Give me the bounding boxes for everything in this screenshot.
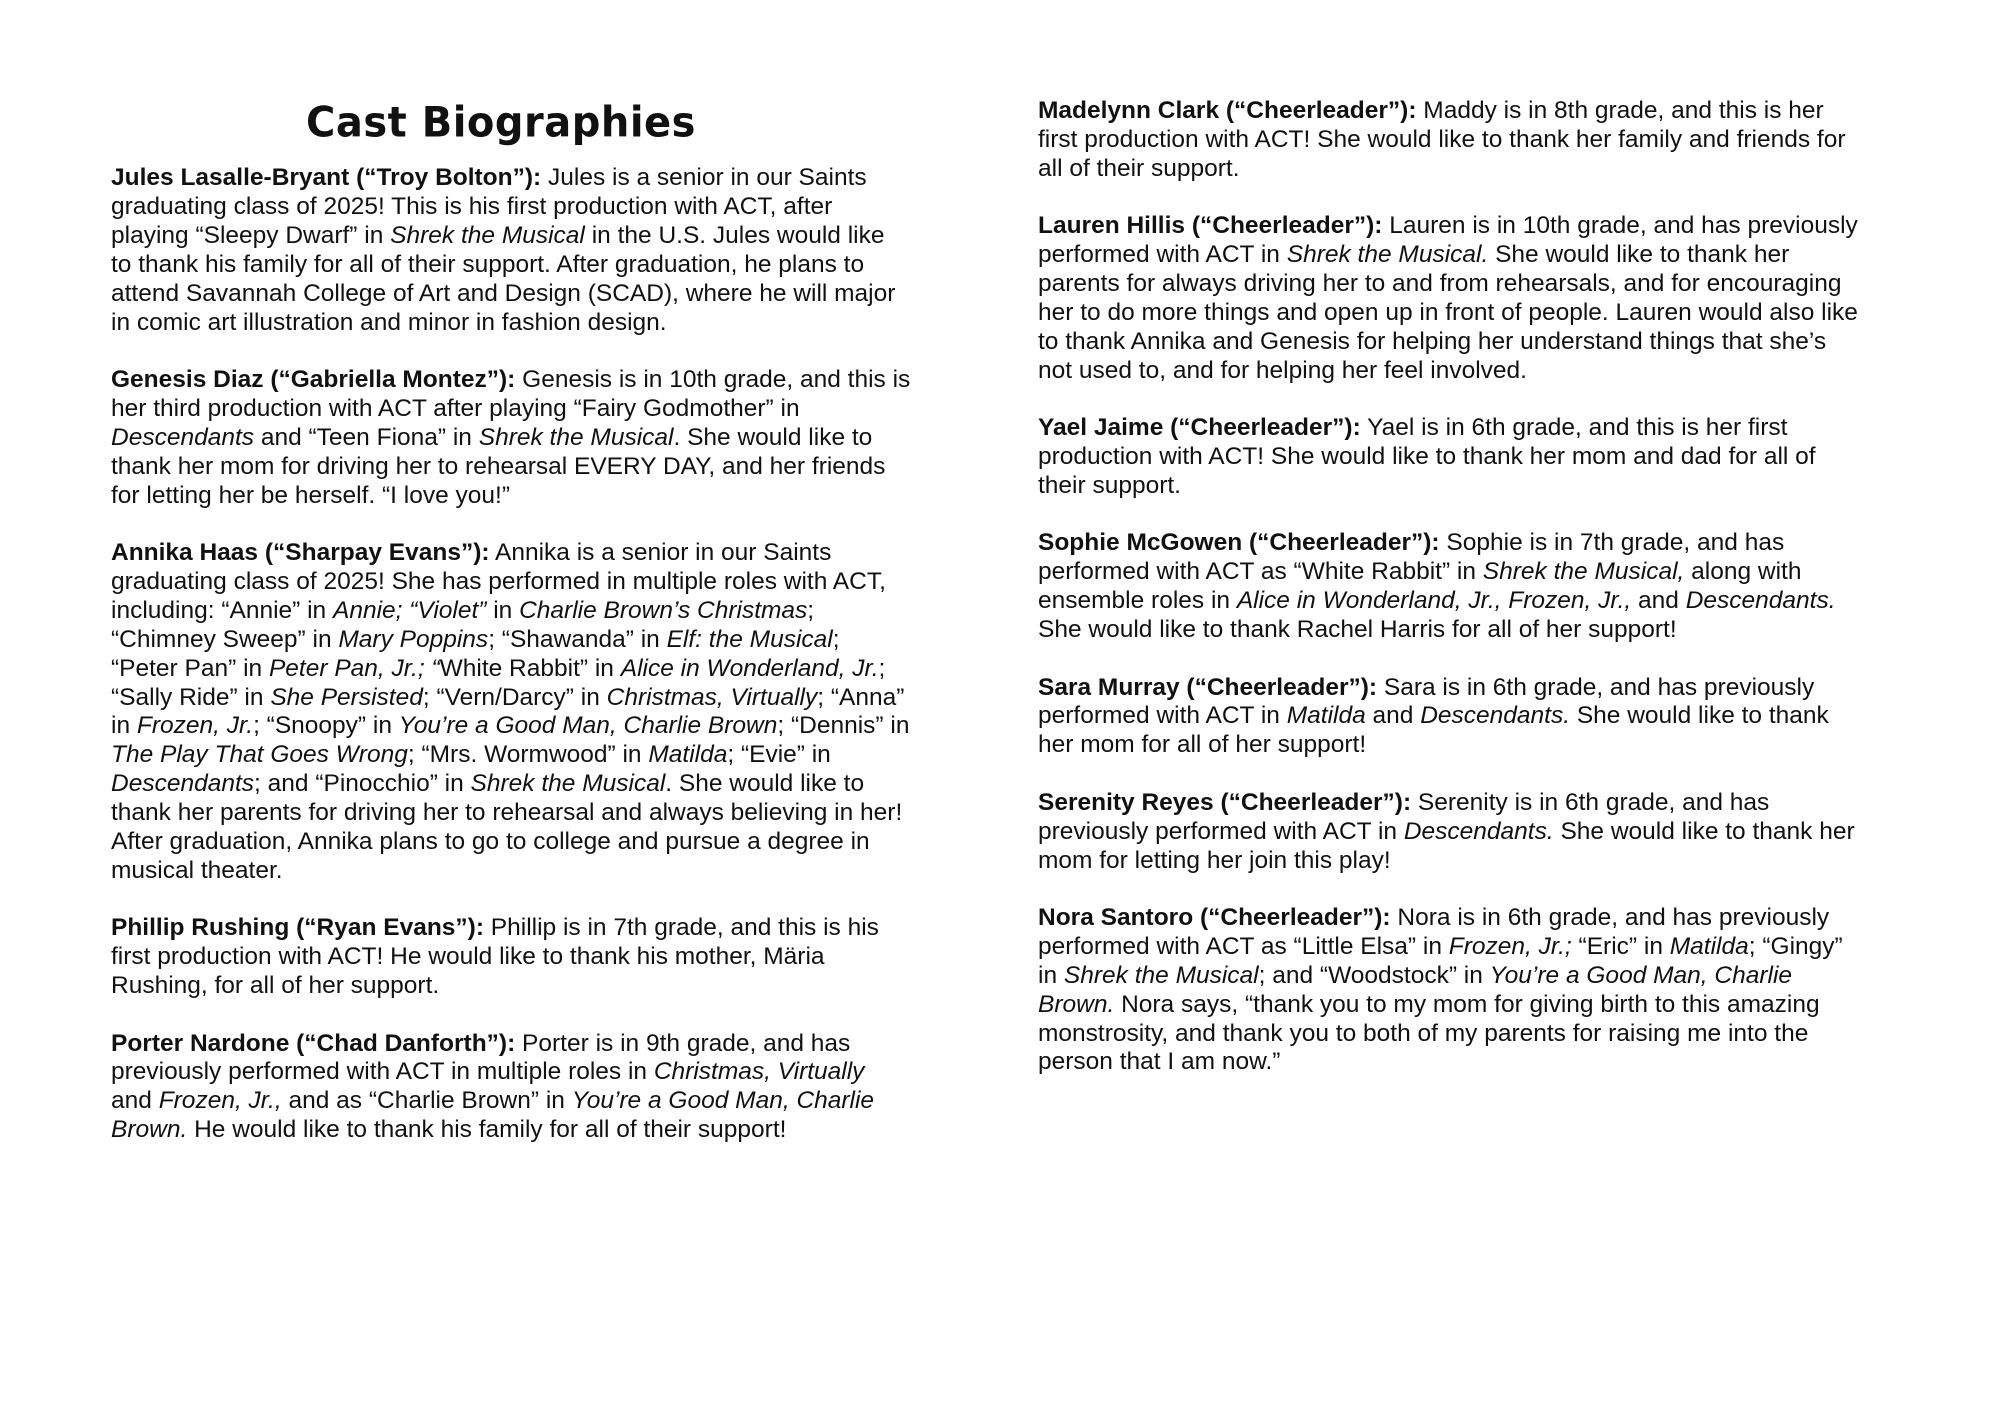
- show-title-text: Alice in Wonderland, Jr., Frozen, Jr.,: [1236, 587, 1632, 615]
- bio-text: Yael is in 6th grade, and this is her first production with ACT! She would like to thank her mom and dad for all of their support.: [1038, 414, 1816, 499]
- bio-text: She would like to thank her mom for all of her support!: [1038, 702, 1829, 759]
- cast-bio: [111, 539, 911, 886]
- bio-text: She would like to thank her mom for letting her join this play!: [1038, 817, 1855, 874]
- bio-text: Annika is a senior in our Saints graduating class of 2025! She has performed in multiple roles with ACT, including: “Annie” in: [111, 538, 886, 624]
- bio-text: ; “Evie” in: [727, 741, 831, 769]
- page-title: Cast Biographies: [306, 98, 696, 148]
- bio-text: White Rabbit” in: [439, 654, 621, 682]
- left-bio-list: [111, 164, 911, 1145]
- cast-member-name: Phillip Rushing (“Ryan Evans”):: [111, 914, 484, 942]
- bio-text: ; “Mrs. Wormwood” in: [407, 741, 649, 769]
- bio-text: ; “Anna” in: [111, 683, 905, 740]
- cast-bio: [1038, 789, 1858, 876]
- show-title-text: Descendants.: [1403, 817, 1554, 845]
- cast-member-name: Annika Haas (“Sharpay Evans”):: [111, 538, 490, 566]
- bio-text: ; “Snoopy” in: [253, 712, 399, 740]
- cast-bio: [111, 914, 911, 1001]
- show-title-text: She Persisted: [270, 683, 423, 711]
- bio-text: She would like to thank her parents for always driving her to and from rehearsals, and for encouraging her to do more things and open up in front of people. Lauren would also like to thank Annika and Genesis for helping her understand things that she’s not used to, and for helping her feel involved.: [1038, 241, 1858, 384]
- show-title-text: Frozen, Jr.: [136, 712, 254, 740]
- cast-member-name: Sara Murray (“Cheerleader”):: [1038, 673, 1378, 701]
- left-column: [111, 96, 911, 1174]
- show-title-text: Matilda: [1286, 702, 1366, 730]
- bio-text: ; “Sally Ride” in: [111, 654, 886, 711]
- show-title-text: Christmas, Virtually: [606, 683, 818, 711]
- bio-text: ; “Dennis” in: [777, 712, 910, 740]
- show-title-text: Matilda: [1669, 932, 1749, 960]
- bio-text: and: [1631, 587, 1686, 615]
- bio-text: Phillip is in 7th grade, and this is his first production with ACT! He would like to thank his mother, Märia Rushing, for all of her support.: [111, 914, 879, 1000]
- show-title-text: Matilda: [648, 741, 728, 769]
- bio-text: Maddy is in 8th grade, and this is her first production with ACT! She would like to thank her family and friends for all of their support.: [1038, 97, 1846, 182]
- show-title-text: Christmas, Virtually: [653, 1058, 865, 1086]
- bio-text: ; and “Woodstock” in: [1258, 961, 1490, 989]
- cast-member-name: Madelynn Clark (“Cheerleader”):: [1038, 97, 1417, 124]
- cast-member-name: Lauren Hillis (“Cheerleader”):: [1038, 212, 1383, 240]
- show-title-text: You’re a Good Man, Charlie Brown.: [1038, 961, 1793, 1018]
- show-title-text: Charlie Brown’s Christmas: [519, 596, 808, 624]
- bio-text: ; “Peter Pan” in: [111, 625, 840, 682]
- bio-text: along with ensemble roles in: [1038, 558, 1802, 615]
- show-title-text: Shrek the Musical: [1063, 961, 1259, 989]
- show-title-text: You’re a Good Man, Charlie Brown: [398, 712, 778, 740]
- right-column: [1038, 97, 1858, 1106]
- cast-bio: [1038, 414, 1858, 501]
- show-title-text: Shrek the Musical: [390, 221, 585, 249]
- show-title-text: Shrek the Musical: [478, 423, 674, 451]
- show-title-text: Alice in Wonderland, Jr.: [620, 654, 879, 682]
- cast-bio: [111, 366, 911, 511]
- show-title-text: Peter Pan, Jr.; “: [268, 654, 440, 682]
- bio-text: Nora is in 6th grade, and has previously performed with ACT as “Little Elsa” in: [1038, 903, 1830, 960]
- bio-text: Nora says, “thank you to my mom for giving birth to this amazing monstrosity, and thank you to both of my parents for raising me into the person that I am now.”: [1038, 990, 1820, 1076]
- right-bio-list: [1038, 97, 1858, 1077]
- cast-bio: [1038, 97, 1858, 184]
- bio-text: in the U.S. Jules would like to thank his family for all of their support. After graduation, he plans to attend Savannah College of Art and Design (SCAD), where he will major in comic art illustration and minor in fashion design.: [111, 221, 896, 336]
- bio-text: ; “Gingy” in: [1038, 932, 1843, 989]
- cast-member-name: Porter Nardone (“Chad Danforth”):: [111, 1029, 516, 1057]
- bio-text: Porter is in 9th grade, and has previously performed with ACT in multiple roles in: [111, 1029, 851, 1086]
- show-title-text: Elf: the Musical: [666, 625, 833, 653]
- show-title-text: Shrek the Musical,: [1482, 558, 1685, 586]
- show-title-text: Descendants.: [1685, 587, 1836, 615]
- bio-text: Genesis is in 10th grade, and this is her third production with ACT after playing “Fairy Godmother” in: [111, 365, 911, 422]
- bio-text: ; “Chimney Sweep” in: [111, 596, 815, 653]
- bio-text: and: [111, 1087, 159, 1115]
- show-title-text: Descendants: [111, 770, 255, 798]
- bio-text: ; “Vern/Darcy” in: [422, 683, 607, 711]
- bio-text: She would like to thank Rachel Harris for all of her support!: [1038, 616, 1677, 644]
- bio-text: and “Teen Fiona” in: [254, 423, 479, 451]
- bio-text: ; “Shawanda” in: [488, 625, 667, 653]
- cast-member-name: Nora Santoro (“Cheerleader”):: [1038, 903, 1391, 931]
- show-title-text: Frozen, Jr.;: [1448, 932, 1572, 960]
- cast-member-name: Yael Jaime (“Cheerleader”):: [1038, 414, 1361, 442]
- show-title-text: Frozen, Jr.,: [158, 1087, 282, 1115]
- cast-member-name: Sophie McGowen (“Cheerleader”):: [1038, 529, 1440, 557]
- show-title-text: Descendants.: [1420, 702, 1571, 730]
- bio-text: Jules is a senior in our Saints graduating class of 2025! This is his first production with ACT, after playing “Sleepy Dwarf” in: [111, 164, 867, 249]
- bio-text: ; and “Pinocchio” in: [254, 770, 471, 798]
- bio-text: Sophie is in 7th grade, and has performed with ACT as “White Rabbit” in: [1038, 529, 1785, 586]
- cast-member-name: Genesis Diaz (“Gabriella Montez”):: [111, 365, 516, 393]
- show-title-text: The Play That Goes Wrong: [111, 741, 408, 769]
- bio-text: Lauren is in 10th grade, and has previously performed with ACT in: [1038, 212, 1858, 269]
- cast-bio: [1038, 529, 1858, 645]
- cast-member-name: Jules Lasalle-Bryant (“Troy Bolton”):: [111, 164, 542, 191]
- cast-member-name: Serenity Reyes (“Cheerleader”):: [1038, 788, 1412, 816]
- cast-bio: [111, 164, 911, 337]
- show-title-text: Shrek the Musical.: [1286, 241, 1489, 269]
- cast-bio: [111, 1030, 911, 1146]
- show-title-text: Shrek the Musical: [470, 770, 666, 798]
- bio-text: and as “Charlie Brown” in: [281, 1087, 572, 1115]
- bio-text: . She would like to thank her parents for driving her to rehearsal and always believing in her! After graduation, Annika plans to go to college and pursue a degree in musical theater.: [111, 770, 903, 884]
- bio-text: and: [1365, 702, 1421, 730]
- show-title-text: You’re a Good Man, Charlie Brown.: [111, 1087, 875, 1144]
- bio-text: He would like to thank his family for all of their support!: [187, 1116, 787, 1144]
- show-title-text: Annie; “Violet”: [332, 596, 487, 624]
- cast-bio: [1038, 904, 1858, 1077]
- cast-bio: [1038, 212, 1858, 385]
- bio-text: . She would like to thank her mom for driving her to rehearsal EVERY DAY, and her friends for letting her be herself. “I love you!”: [111, 423, 886, 509]
- cast-bio: [1038, 674, 1858, 761]
- bio-text: “Eric” in: [1571, 932, 1670, 960]
- show-title-text: Descendants: [111, 423, 255, 451]
- show-title-text: Mary Poppins: [338, 625, 489, 653]
- bio-text: Serenity is in 6th grade, and has previously performed with ACT in: [1038, 788, 1770, 845]
- bio-text: Sara is in 6th grade, and has previously performed with ACT in: [1038, 673, 1815, 730]
- bio-text: in: [486, 596, 520, 624]
